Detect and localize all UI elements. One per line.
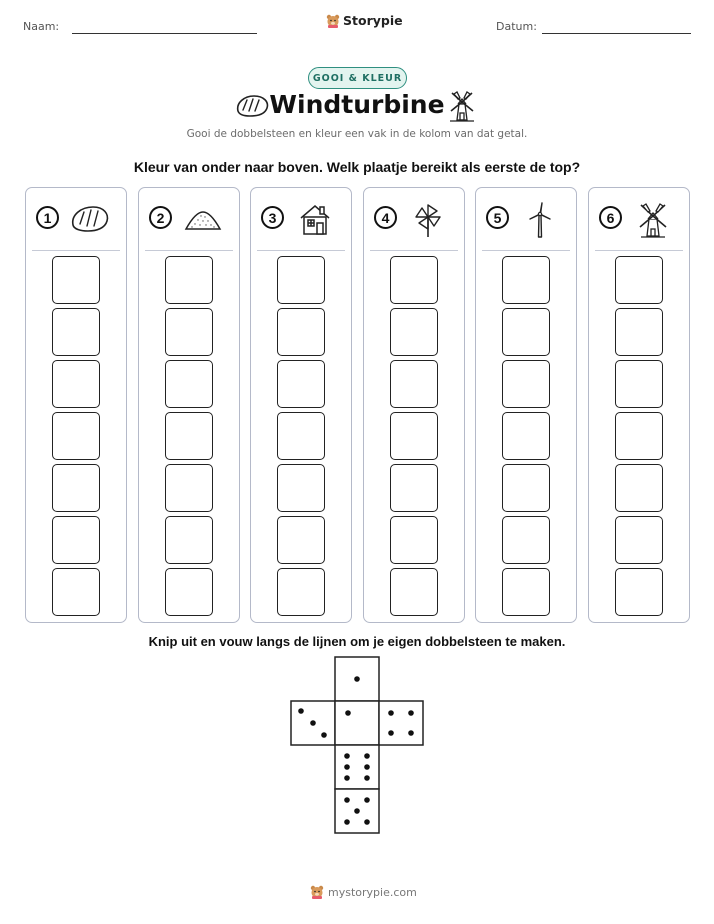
color-cell[interactable] [615, 360, 663, 408]
color-cell[interactable] [277, 308, 325, 356]
color-cell[interactable] [615, 568, 663, 616]
brand-logo [326, 13, 403, 28]
column-3 [250, 187, 352, 623]
color-cell[interactable] [502, 360, 550, 408]
color-cell[interactable] [52, 412, 100, 460]
color-cell[interactable] [165, 516, 213, 564]
die-pip [344, 764, 350, 770]
sand-pile-icon [183, 202, 223, 238]
color-cell[interactable] [165, 464, 213, 512]
color-cell[interactable] [390, 308, 438, 356]
die-pip [388, 730, 394, 736]
date-line[interactable] [542, 33, 691, 34]
die-pip [408, 710, 414, 716]
color-cell[interactable] [52, 568, 100, 616]
color-cell[interactable] [277, 464, 325, 512]
column-divider [145, 250, 233, 251]
date-label: Datum: [496, 20, 537, 33]
column-1 [25, 187, 127, 623]
bear-logo-icon [326, 14, 340, 28]
color-cell[interactable] [615, 464, 663, 512]
name-label: Naam: [23, 20, 60, 33]
name-line[interactable] [72, 33, 257, 34]
column-4 [363, 187, 465, 623]
die-pip [364, 775, 370, 781]
color-cell[interactable] [502, 308, 550, 356]
column-2 [138, 187, 240, 623]
column-divider [482, 250, 570, 251]
die-face-left [291, 701, 335, 745]
die-pip [408, 730, 414, 736]
wind-turbine-icon [520, 202, 560, 238]
die-face-center [335, 701, 379, 745]
color-cell[interactable] [502, 464, 550, 512]
color-cell[interactable] [390, 360, 438, 408]
bear-logo-icon [310, 885, 324, 899]
die-pip [354, 676, 360, 682]
die-pip [344, 775, 350, 781]
color-cell[interactable] [502, 256, 550, 304]
die-pip [388, 710, 394, 716]
die-pip [364, 753, 370, 759]
house-icon [295, 202, 335, 238]
column-5 [475, 187, 577, 623]
die-face-back [335, 789, 379, 833]
color-cell[interactable] [390, 412, 438, 460]
color-cell[interactable] [165, 360, 213, 408]
color-cell[interactable] [277, 568, 325, 616]
column-number: 2 [149, 206, 172, 229]
die-pip [298, 708, 304, 714]
color-cell[interactable] [390, 464, 438, 512]
dice-instruction: Knip uit en vouw langs de lijnen om je eigen dobbelsteen te maken. [148, 634, 566, 649]
die-pip [344, 797, 350, 803]
column-divider [32, 250, 120, 251]
column-number: 1 [36, 206, 59, 229]
color-cell[interactable] [502, 568, 550, 616]
footer-url[interactable]: mystorypie.com [328, 885, 417, 899]
activity-badge: GOOI & KLEUR [308, 67, 407, 89]
die-face-right [379, 701, 423, 745]
die-pip [345, 710, 351, 716]
color-cell[interactable] [277, 256, 325, 304]
die-pip [321, 732, 327, 738]
die-pip [364, 819, 370, 825]
color-cell[interactable] [52, 256, 100, 304]
color-cell[interactable] [390, 516, 438, 564]
page-title: Windturbine [269, 90, 445, 119]
color-cell[interactable] [277, 412, 325, 460]
color-cell[interactable] [52, 308, 100, 356]
color-cell[interactable] [52, 360, 100, 408]
color-cell[interactable] [390, 256, 438, 304]
column-number: 4 [374, 206, 397, 229]
die-face-top [335, 657, 379, 701]
die-pip [310, 720, 316, 726]
windmill-icon [447, 90, 477, 122]
footer [310, 885, 417, 899]
pinwheel-icon [408, 202, 448, 238]
die-pip [364, 797, 370, 803]
brand-name: Storypie [343, 13, 403, 28]
column-divider [370, 250, 458, 251]
color-cell[interactable] [502, 412, 550, 460]
color-cell[interactable] [615, 516, 663, 564]
color-cell[interactable] [390, 568, 438, 616]
color-cell[interactable] [52, 464, 100, 512]
column-number: 5 [486, 206, 509, 229]
color-cell[interactable] [165, 308, 213, 356]
column-number: 6 [599, 206, 622, 229]
column-divider [595, 250, 683, 251]
color-cell[interactable] [502, 516, 550, 564]
page-subtitle: Gooi de dobbelsteen en kleur een vak in de kolom van dat getal. [186, 128, 528, 140]
color-cell[interactable] [165, 256, 213, 304]
color-cell[interactable] [165, 568, 213, 616]
windmill-icon [633, 202, 673, 238]
color-cell[interactable] [615, 308, 663, 356]
die-pip [354, 808, 360, 814]
color-cell[interactable] [277, 360, 325, 408]
die-pip [344, 753, 350, 759]
color-cell[interactable] [615, 256, 663, 304]
color-cell[interactable] [615, 412, 663, 460]
column-6 [588, 187, 690, 623]
die-pip [344, 819, 350, 825]
die-face-bottom [335, 745, 379, 789]
game-instruction: Kleur van onder naar boven. Welk plaatje bereikt als eerste de top? [133, 159, 581, 175]
color-cell[interactable] [52, 516, 100, 564]
bread-icon [70, 202, 110, 238]
color-cell[interactable] [165, 412, 213, 460]
column-number: 3 [261, 206, 284, 229]
column-divider [257, 250, 345, 251]
die-pip [364, 764, 370, 770]
color-cell[interactable] [277, 516, 325, 564]
